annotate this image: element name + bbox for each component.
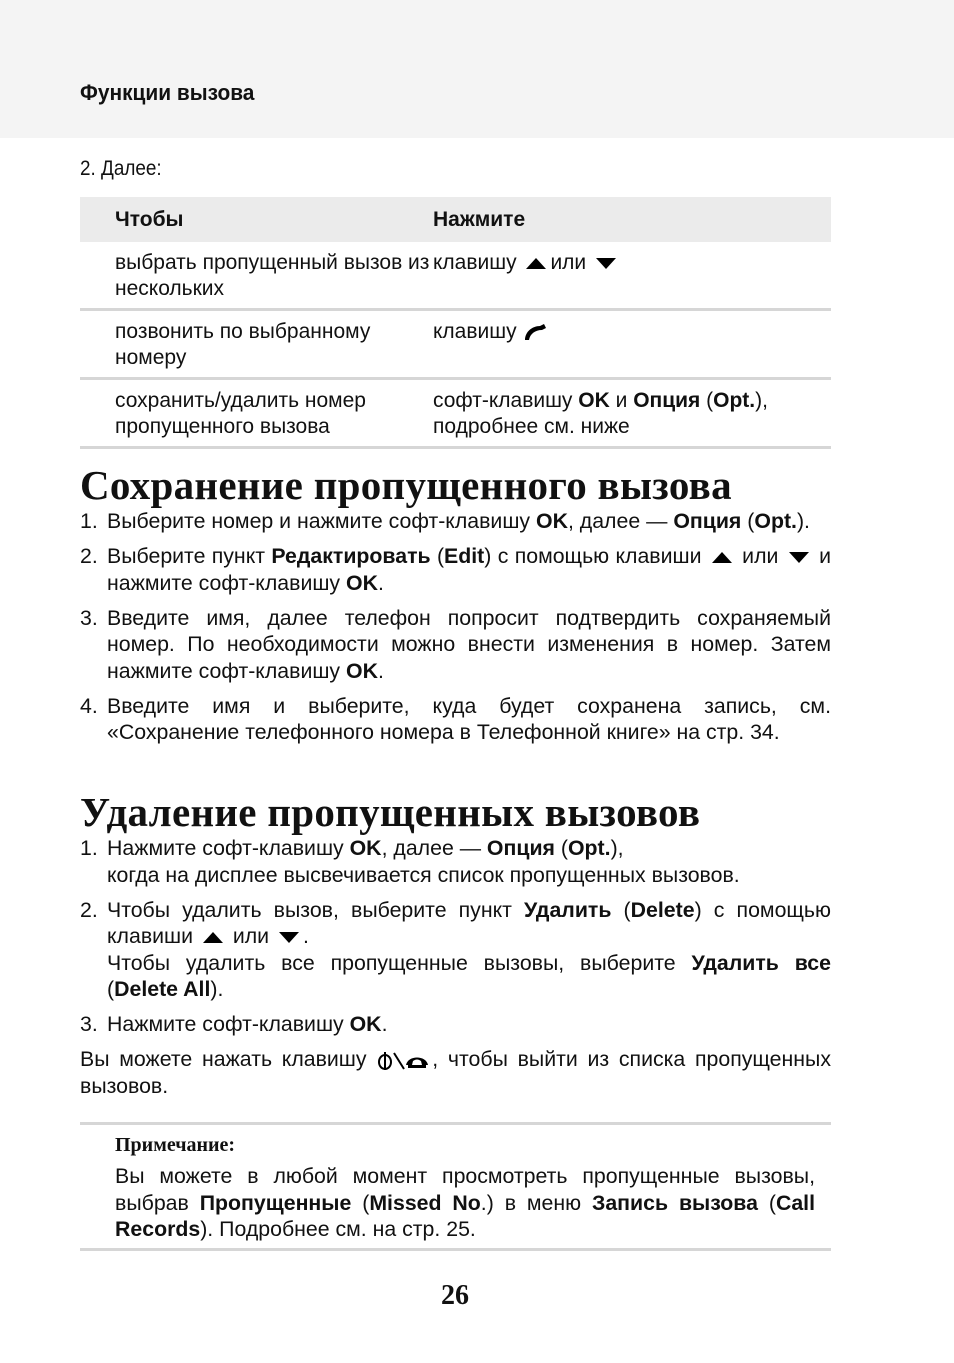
- up-arrow-icon: [522, 251, 550, 274]
- bold-term: Опция: [673, 509, 742, 533]
- list-item: [80, 693, 831, 746]
- bold-term: Opt.: [567, 836, 611, 860]
- bold-term: Опция: [486, 836, 555, 860]
- press-cell: [433, 310, 831, 379]
- bold-term: OK: [346, 570, 378, 595]
- item-number: 2.: [80, 897, 98, 922]
- bold-term: Запись вызова: [592, 1190, 758, 1215]
- item-number: 1.: [80, 836, 98, 860]
- text-run: позвонить по выбранному номеру: [115, 320, 371, 369]
- text-run: или: [226, 924, 275, 948]
- list-item: [80, 835, 831, 888]
- text-run: ) с помощью клавиши: [484, 544, 708, 568]
- bold-term: Пропущенные: [199, 1190, 352, 1215]
- bold-term: Missed No: [369, 1190, 481, 1215]
- item-number: 3.: [80, 605, 98, 630]
- column-header-press: Нажмите: [433, 197, 831, 242]
- text-run: (: [430, 544, 445, 568]
- text-run: (: [757, 1190, 776, 1215]
- item-number: 3.: [80, 1012, 98, 1036]
- text-run: выбрать пропущенный вызов из нескольких: [115, 251, 430, 300]
- text-run: или: [735, 544, 785, 568]
- text-run: , далее —: [381, 836, 487, 860]
- text-run: .: [303, 924, 309, 948]
- list-item: [80, 1011, 831, 1038]
- column-header-action: Чтобы: [80, 197, 433, 242]
- section-title: Сохранение пропущенного вызова: [80, 462, 732, 508]
- text-run: и: [609, 389, 634, 412]
- text-run: когда на дисплее высвечивается список пропущенных вызовов.: [107, 862, 740, 887]
- text-run: ), подробнее см. ниже: [433, 389, 768, 438]
- item-number: 2.: [80, 544, 98, 568]
- section-delete: [80, 789, 831, 1099]
- press-cell: [433, 242, 831, 310]
- steps-list: [80, 508, 831, 746]
- text-run: сохранить/удалить номер пропущенного вызова: [115, 389, 366, 438]
- text-run: .) в меню: [480, 1190, 592, 1215]
- text-run: софт-клавишу: [433, 389, 579, 412]
- down-arrow-icon: [275, 924, 303, 948]
- text-run: Вы можете в любой момент просмотреть пропущенные вызовы, выбрав: [115, 1164, 815, 1215]
- text-run: или: [550, 251, 592, 274]
- text-run: Выберите номер и нажмите софт-клавишу: [107, 509, 536, 533]
- table-row: [80, 242, 831, 310]
- running-title: Функции вызова: [80, 80, 255, 105]
- instruction-table: [80, 197, 831, 449]
- note-box: [80, 1122, 831, 1251]
- press-cell: [433, 379, 831, 448]
- down-arrow-icon: [592, 251, 620, 274]
- text-run: , далее —: [567, 509, 674, 533]
- bold-term: Call Records: [115, 1190, 816, 1241]
- bold-term: Удалить: [524, 897, 612, 922]
- bold-term: Редактировать: [271, 544, 431, 568]
- call-key-icon: [522, 320, 548, 343]
- bold-term: Opt.: [754, 509, 797, 533]
- text-run: Введите имя, далее телефон попросит подтвердить сохраняемый номер. По необходимости можно внести изменения в номер. Затем нажмите софт-клавишу: [107, 605, 831, 683]
- bold-term: OK: [346, 658, 378, 683]
- text-run: .: [377, 658, 384, 683]
- bold-term: Edit: [444, 544, 485, 568]
- action-cell: [80, 310, 433, 379]
- bold-term: OK: [349, 836, 382, 860]
- bold-term: Delete All: [114, 977, 211, 1001]
- list-item: [80, 605, 831, 685]
- item-number: 1.: [80, 509, 98, 533]
- exit-hint: [80, 1046, 831, 1099]
- text-run: ). Подробнее см. на стр. 25.: [200, 1217, 476, 1241]
- power-end-key-icon: [376, 1047, 432, 1071]
- bold-term: Удалить все: [691, 950, 831, 975]
- text-run: Введите имя и выберите, куда будет сохранена запись, см. «Сохранение телефонного номера в Телефонной книге» на стр. 34.: [107, 693, 831, 744]
- text-run: ),: [610, 836, 624, 860]
- section-title: Удаление пропущенных вызовов: [80, 789, 701, 835]
- text-run: .: [381, 1012, 388, 1036]
- text-run: Чтобы удалить все пропущенные вызовы, выберите: [107, 950, 692, 975]
- text-run: Вы можете нажать клавишу: [80, 1047, 377, 1071]
- table-row: [80, 379, 831, 448]
- bold-term: OK: [578, 389, 610, 412]
- text-run: (: [611, 897, 631, 922]
- text-run: , чтобы выйти из списка пропущенных вызовов.: [80, 1047, 831, 1098]
- up-arrow-icon: [199, 924, 227, 948]
- bold-term: Delete: [630, 897, 695, 922]
- text-run: и нажмите софт-клавишу: [107, 544, 831, 595]
- note-text: [115, 1163, 815, 1243]
- up-arrow-icon: [708, 544, 736, 568]
- down-arrow-icon: [785, 544, 813, 568]
- text-run: ).: [210, 977, 224, 1001]
- text-run: ).: [796, 509, 810, 533]
- steps-list: [80, 835, 831, 1038]
- text-run: (: [554, 836, 568, 860]
- note-title: Примечание:: [115, 1134, 236, 1156]
- text-run: (: [741, 509, 755, 533]
- text-run: (: [351, 1190, 370, 1215]
- item-number: 4.: [80, 693, 98, 718]
- table-row: [80, 310, 831, 379]
- text-run: (: [107, 977, 115, 1001]
- bold-term: Opt.: [713, 389, 756, 412]
- text-run: Выберите пункт: [107, 544, 272, 568]
- text-run: (: [700, 389, 714, 412]
- text-run: Нажмите софт-клавишу: [107, 1012, 350, 1036]
- list-item: [80, 543, 831, 596]
- page-number: 26: [441, 1280, 469, 1311]
- text-run: Нажмите софт-клавишу: [107, 836, 350, 860]
- header-band: [0, 0, 954, 138]
- action-cell: [80, 242, 433, 310]
- text-run: Чтобы удалить вызов, выберите пункт: [107, 897, 525, 922]
- intro-text: 2. Далее:: [80, 157, 162, 180]
- list-item: [80, 508, 831, 535]
- text-run: .: [377, 570, 384, 595]
- bold-term: OK: [536, 509, 568, 533]
- text-run: ) с помощью клавиши: [107, 897, 831, 948]
- section-save: [80, 462, 831, 754]
- text-run: клавишу: [433, 251, 523, 274]
- text-run: клавишу: [433, 320, 523, 343]
- action-cell: [80, 379, 433, 448]
- bold-term: OK: [349, 1012, 382, 1036]
- list-item: [80, 897, 831, 1003]
- bold-term: Опция: [633, 389, 701, 412]
